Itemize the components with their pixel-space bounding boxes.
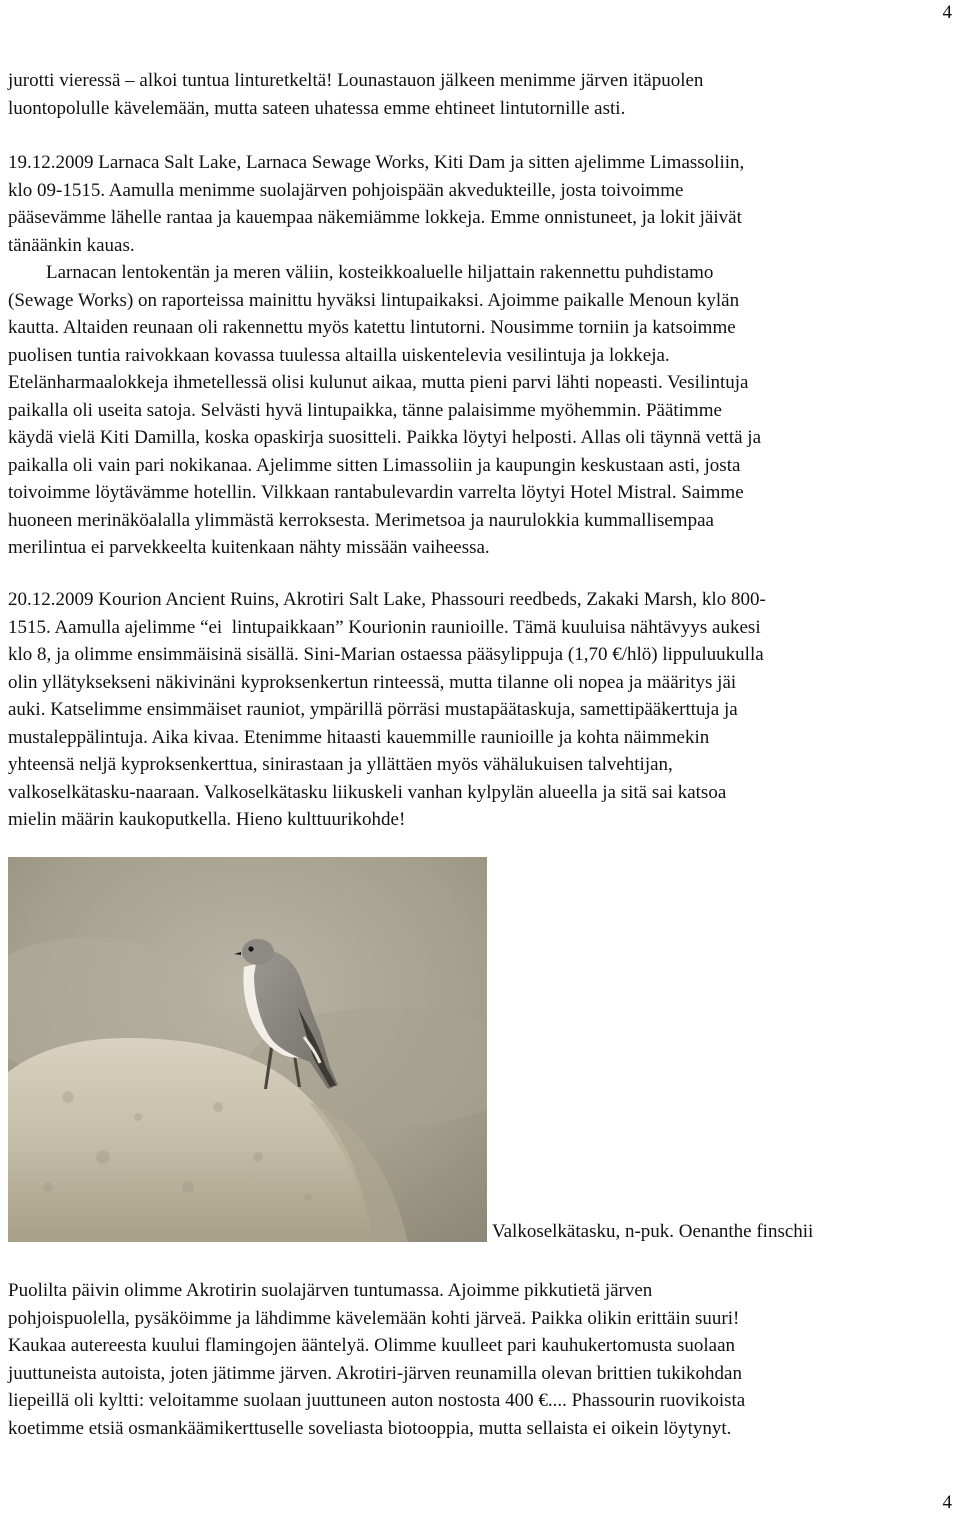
text-line: pääsevämme lähelle rantaa ja kauempaa näkemiämme lokkeja. Emme onnistuneet, ja lokit jäivät	[8, 207, 742, 228]
text-line: paikalla oli useita satoja. Selvästi hyvä lintupaikka, tänne palaisimme myöhemmin. Päätimme	[8, 399, 722, 421]
text-line: valkoselkätasku-naaraan. Valkoselkätasku liikuskeli vanhan kylpylän alueella ja sitä sai katsoa	[8, 781, 727, 803]
text-line: merilintua ei parvekkeelta kuitenkaan nähty missään vaiheessa.	[8, 537, 490, 558]
text-line: puolisen tuntia raivokkaan kovassa tuulessa altailla uiskentelevia vesilintuja ja lokkeja.	[8, 344, 670, 366]
paragraph-2	[8, 149, 960, 562]
text-line: 1515. Aamulla ajelimme “ei lintupaikkaan” Kourionin raunioille. Tämä kuuluisa nähtävyys aukesi	[8, 616, 761, 638]
text-line: klo 09-1515. Aamulla menimme suolajärven pohjoispään akvedukteille, josta toivoimme	[8, 179, 684, 201]
text-line: 20.12.2009 Kourion Ancient Ruins, Akrotiri Salt Lake, Phassouri reedbeds, Zakaki Marsh, klo 800-	[8, 589, 766, 610]
text-line: 19.12.2009 Larnaca Salt Lake, Larnaca Sewage Works, Kiti Dam ja sitten ajelimme Limassoliin,	[8, 152, 745, 173]
text-line: klo 8, ja olimme ensimmäisinä sisällä. Sini-Marian ostaessa pääsylippuja (1,70 €/hlö) lippuluukulla	[8, 644, 764, 665]
text-line: juuttuneista autoista, joten jätimme järven. Akrotiri-järven reunamilla olevan brittien tukikohdan	[8, 1362, 742, 1384]
bird-photo	[8, 857, 487, 1242]
text-line: olin yllätyksekseni näkivinäni kyproksenkertun rinteessä, mutta tilanne oli nopea ja määritys jäi	[8, 671, 737, 693]
page-number-top: 4	[942, 2, 952, 23]
text-line: (Sewage Works) on raporteissa mainittu hyväksi lintupaikaksi. Ajoimme paikalle Menoun kylän	[8, 289, 740, 311]
text-line: tänäänkin kauas.	[8, 234, 135, 256]
text-line: jurotti vieressä – alkoi tuntua linturetkeltä! Lounastauon jälkeen menimme järven itäpuolen	[8, 70, 704, 91]
text-line: pohjoispuolella, pysäköimme ja lähdimme kävelemään kohti järveä. Paikka olikin erittäin suuri!	[8, 1307, 740, 1329]
photo-caption: Valkoselkätasku, n-puk. Oenanthe finschii	[492, 1221, 814, 1242]
page-number-bottom: 4	[942, 1492, 952, 1513]
text-line: mustaleppälintuja. Aika kivaa. Etenimme hitaasti kauemmille raunioille ja kohta näimmekin	[8, 726, 710, 748]
text-line: liepeillä oli kyltti: veloitamme suolaan juuttuneen auton nostosta 400 €.... Phassourin ruovikoista	[8, 1390, 746, 1411]
text-line: huoneen merinäköalalla ylimmästä kerroksesta. Merimetsoa ja naurulokkia kummallisempaa	[8, 509, 714, 531]
paragraph-3	[8, 586, 960, 834]
text-line: yhteensä neljä kyproksenkerttua, sinirastaan ja yllättäen myös vähälukuisen talvehtijan,	[8, 754, 673, 775]
text-line: kautta. Altaiden reunaan oli rakennettu myös katettu lintutorni. Nousimme torniin ja katsoimme	[8, 317, 736, 338]
text-line: auki. Katselimme ensimmäiset rauniot, ympärillä pörräsi mustapäätaskuja, samettipääkerttuja ja	[8, 699, 738, 720]
text-line: koetimme etsiä osmankäämikerttuselle soveliasta biotooppia, mutta sellaista ei oikein löytynyt.	[8, 1417, 732, 1439]
text-line: Kaukaa autereesta kuului flamingojen ääntelyä. Olimme kuulleet pari kauhukertomusta suolaan	[8, 1335, 736, 1356]
text-line: Etelänharmaalokkeja ihmetellessä olisi kulunut aikaa, mutta pieni parvi lähti nopeasti. Vesilintuja	[8, 372, 749, 393]
text-line: luontopolulle kävelemään, mutta sateen uhatessa emme ehtineet lintutornille asti.	[8, 97, 626, 119]
text-line: paikalla oli vain pari nokikanaa. Ajelimme sitten Limassoliin ja kaupungin keskustaan asti, josta	[8, 454, 741, 476]
text-line: Larnacan lentokentän ja meren väliin, kosteikkoaluelle hiljattain rakennettu puhdistamo	[8, 262, 714, 283]
text-line: mielin määrin kaukoputkella. Hieno kulttuurikohde!	[8, 809, 406, 830]
text-line: toivoimme löytävämme hotellin. Vilkkaan rantabulevardin varrelta löytyi Hotel Mistral. Saimme	[8, 482, 744, 503]
paragraph-1	[8, 67, 960, 122]
paragraph-4	[8, 1277, 960, 1442]
text-line: käydä vielä Kiti Damilla, koska opaskirja suositteli. Paikka löytyi helposti. Allas oli täynnä vettä ja	[8, 427, 761, 448]
text-line: Puolilta päivin olimme Akrotirin suolajärven tuntumassa. Ajoimme pikkutietä järven	[8, 1280, 653, 1301]
